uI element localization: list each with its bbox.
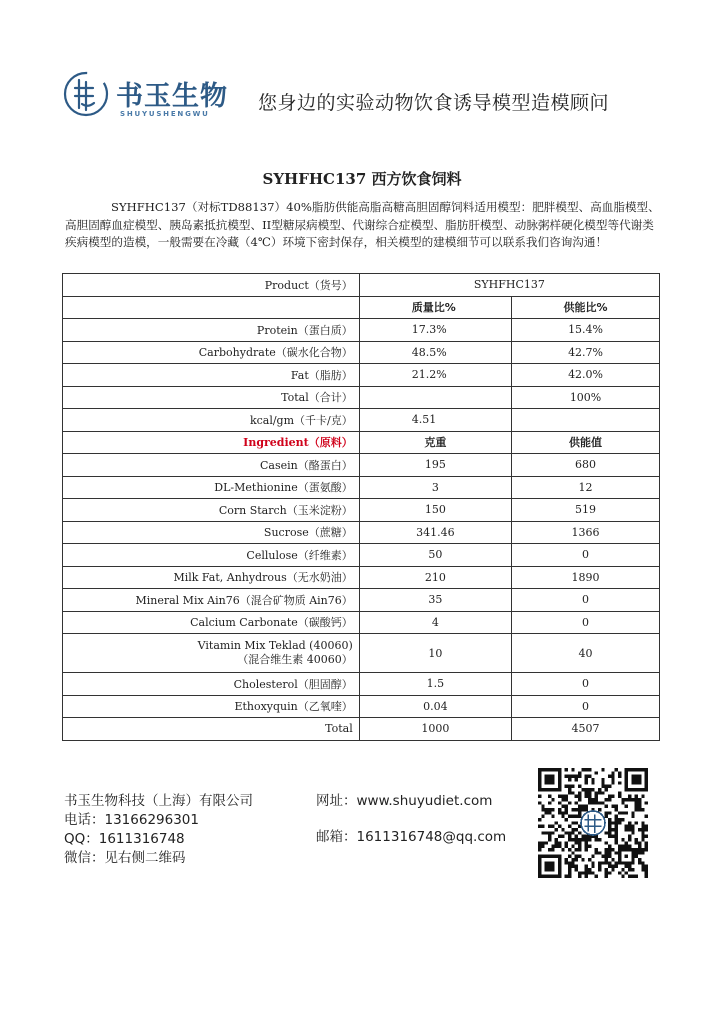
ingredient-gram: 50 [359, 544, 511, 567]
ingredient-row [63, 566, 660, 589]
slogan: 您身边的实验动物饮食诱导模型造模顾问 [258, 92, 610, 114]
ingredient-label: DL-Methionine（蛋氨酸） [63, 476, 360, 499]
total-label: Total [63, 718, 360, 741]
kcal-value: 4.51 [359, 409, 511, 432]
wechat: 微信：见右侧二维码 [64, 850, 186, 866]
energy-ratio: 42.0% [512, 364, 660, 387]
ingredient-gram: 10 [359, 634, 511, 673]
energy-ratio: 100% [512, 386, 660, 409]
product-value: SYHFHC137 [359, 274, 659, 297]
total-kcal: 4507 [512, 718, 660, 741]
ingredient-kcal: 1890 [512, 566, 660, 589]
vitamin-label-line2: （混合维生素 40060） [237, 653, 353, 666]
energy-ratio: 15.4% [512, 319, 660, 342]
ingredient-kcal: 0 [512, 589, 660, 612]
ingredient-kcal: 519 [512, 499, 660, 522]
mass-ratio-header: 质量比% [359, 296, 511, 319]
mass-ratio: 17.3% [359, 319, 511, 342]
ingredient-header-row [63, 431, 660, 454]
ingredient-gram: 195 [359, 454, 511, 477]
ingredient-gram: 0.04 [359, 695, 511, 718]
header [62, 70, 662, 130]
ingredient-label: Cholesterol（胆固醇） [63, 673, 360, 696]
mass-ratio: 21.2% [359, 364, 511, 387]
website-link[interactable]: 网址：www.shuyudiet.com [316, 793, 493, 809]
logo-subtitle: SHUYUSHENGWU [120, 110, 210, 118]
gram-header: 克重 [359, 431, 511, 454]
product-row [63, 274, 660, 297]
ingredient-header: Ingredient（原料） [63, 431, 360, 454]
ingredient-gram: 1.5 [359, 673, 511, 696]
ingredient-kcal: 0 [512, 695, 660, 718]
energy-ratio: 42.7% [512, 341, 660, 364]
nutrient-row [63, 341, 660, 364]
intro-paragraph: SYHFHC137（对标TD88137）40%脂肪供能高脂高糖高胆固醇饲料适用模型：肥胖模型、高血脂模型、高胆固醇血症模型、胰岛素抵抗模型、II型糖尿病模型、代谢综合症模型、脂肪肝模型、动脉粥样硬化模型等代谢类疾病模型的造模，一般需要在冷藏（4℃）环境下密封保存，相关模型的建模细节可以联系我们咨询沟通！ [65, 200, 660, 249]
ingredient-gram: 341.46 [359, 521, 511, 544]
ingredient-kcal: 40 [512, 634, 660, 673]
total-gram: 1000 [359, 718, 511, 741]
ingredient-label: Casein（酪蛋白） [63, 454, 360, 477]
ingredient-label: Mineral Mix Ain76（混合矿物质 Ain76） [63, 589, 360, 612]
ingredient-row [63, 611, 660, 634]
ingredient-row [63, 544, 660, 567]
nutrient-row [63, 364, 660, 387]
ingredient-kcal: 1366 [512, 521, 660, 544]
ingredient-kcal: 0 [512, 611, 660, 634]
ingredient-row [63, 454, 660, 477]
total-row [63, 718, 660, 741]
document-title: SYHFHC137 西方饮食饲料 [262, 170, 462, 188]
ingredient-gram: 4 [359, 611, 511, 634]
qq: QQ：1611316748 [64, 831, 185, 847]
nutrient-label: Fat（脂肪） [63, 364, 360, 387]
ingredient-row [63, 589, 660, 612]
ingredient-row [63, 499, 660, 522]
ingredient-label: Sucrose（蔗糖） [63, 521, 360, 544]
ingredient-row [63, 695, 660, 718]
product-label: Product（货号） [63, 274, 360, 297]
vitamin-label-line1: Vitamin Mix Teklad (40060) [197, 639, 353, 652]
ingredient-row [63, 476, 660, 499]
logo-text: 书玉生物 [116, 81, 228, 112]
ingredient-row [63, 634, 660, 673]
energy-ratio-header: 供能比% [512, 296, 660, 319]
phone: 电话：13166296301 [64, 812, 199, 828]
ingredient-kcal: 0 [512, 544, 660, 567]
ingredient-kcal: 0 [512, 673, 660, 696]
kcal-row [63, 409, 660, 432]
ingredient-label: Milk Fat, Anhydrous（无水奶油） [63, 566, 360, 589]
ingredient-kcal: 680 [512, 454, 660, 477]
ratio-header-row [63, 296, 660, 319]
ingredient-gram: 150 [359, 499, 511, 522]
ingredient-gram: 35 [359, 589, 511, 612]
ingredient-row [63, 521, 660, 544]
logo-icon [62, 70, 110, 118]
kcal-label: kcal/gm（千卡/克） [63, 409, 360, 432]
ingredient-row [63, 673, 660, 696]
company-name: 书玉生物科技（上海）有限公司 [64, 793, 253, 809]
ingredient-kcal: 12 [512, 476, 660, 499]
nutrient-label: Carbohydrate（碳水化合物） [63, 341, 360, 364]
nutrient-label: Protein（蛋白质） [63, 319, 360, 342]
ingredient-label: Calcium Carbonate（碳酸钙） [63, 611, 360, 634]
ingredient-gram: 3 [359, 476, 511, 499]
wechat-qr-code [538, 768, 648, 878]
ingredient-label: Ethoxyquin（乙氧喹） [63, 695, 360, 718]
nutrient-row [63, 319, 660, 342]
ingredient-label [63, 634, 360, 673]
kcal-header: 供能值 [512, 431, 660, 454]
email-link[interactable]: 邮箱：1611316748@qq.com [316, 829, 507, 845]
mass-ratio [359, 386, 511, 409]
nutrient-row [63, 386, 660, 409]
ingredient-gram: 210 [359, 566, 511, 589]
ingredient-label: Corn Starch（玉米淀粉） [63, 499, 360, 522]
ingredient-label: Cellulose（纤维素） [63, 544, 360, 567]
mass-ratio: 48.5% [359, 341, 511, 364]
nutrient-label: Total（合计） [63, 386, 360, 409]
formula-table [62, 273, 660, 741]
